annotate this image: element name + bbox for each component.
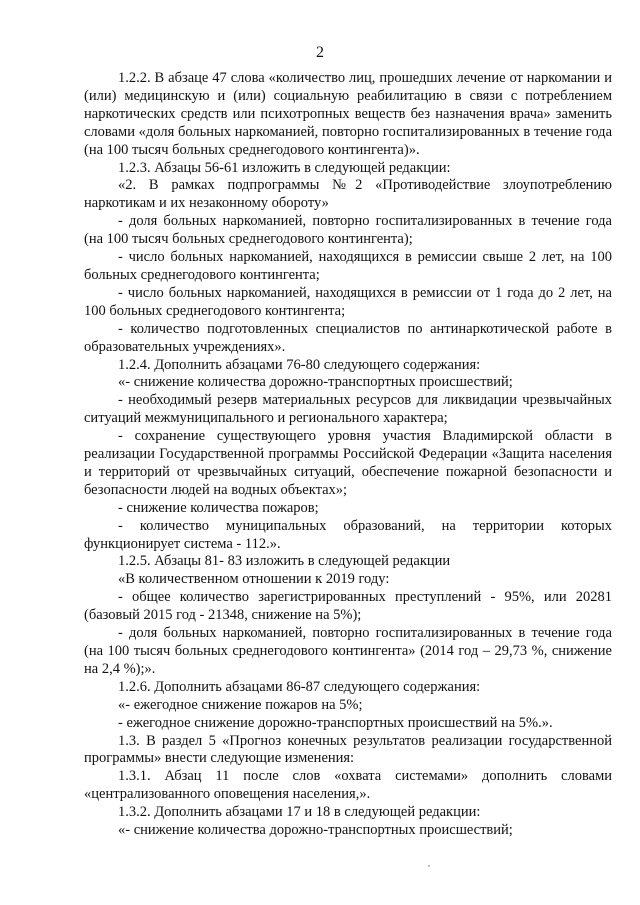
paragraph-1-2-3: 1.2.3. Абзацы 56-61 изложить в следующей редакции:: [118, 159, 451, 176]
list-item: - ежегодное снижение дорожно-транспортных происшествий на 5%.».: [118, 714, 553, 731]
paragraph-1-3-2: 1.3.2. Дополнить абзацами 17 и 18 в следующей редакции:: [118, 804, 481, 821]
list-item: - количество муниципальных образований, на территории которых функционирует система - 112.».: [84, 517, 612, 552]
paragraph-quantitative: «В количественном отношении к 2019 году:: [118, 571, 390, 588]
document-body: [84, 70, 612, 840]
list-item: - снижение количества пожаров;: [118, 499, 319, 516]
scan-mark: ,: [428, 859, 430, 868]
list-item: - количество подготовленных специалистов по антинаркотической работе в образовательных учреждениях».: [84, 320, 612, 355]
paragraph-1-2-4: 1.2.4. Дополнить абзацами 76-80 следующего содержания:: [118, 356, 481, 373]
list-item: «- снижение количества дорожно-транспортных происшествий;: [118, 374, 513, 391]
list-item: - доля больных наркоманией, повторно госпитализированных в течение года (на 100 тысяч больных среднегодового контингента» (2014 год – 29,73 %, снижение на 2,4 %);».: [84, 625, 612, 677]
paragraph-subprogram-2: «2. В рамках подпрограммы №2 «Противодействие злоупотреблению наркотикам и их незаконному обороту»: [84, 177, 612, 212]
paragraph-1-2-2: 1.2.2. В абзаце 47 слова «количество лиц, прошедших лечение от наркомании и (или) медицинскую и (или) социальную реабилитацию в связи с потреблением наркотических средств или психотропных веществ без назначения врача» заменить словами «доля больных наркоманией, повторно госпитализированных в течение года (на 100 тысяч больных среднегодового контингента)».: [84, 70, 612, 158]
list-item: «- ежегодное снижение пожаров на 5%;: [118, 696, 363, 713]
list-item: - доля больных наркоманией, повторно госпитализированных в течение года (на 100 тысяч больных среднегодового контингента);: [84, 213, 612, 248]
list-item: - сохранение существующего уровня участия Владимирской области в реализации Государственной программы Российской Федерации «Защита населения и территорий от чрезвычайных ситуаций, обеспечение пожарной безопасности и безопасности людей на водных объектах»;: [84, 428, 612, 498]
page-number: 2: [316, 44, 324, 61]
list-item: - необходимый резерв материальных ресурсов для ликвидации чрезвычайных ситуаций межмуниципального и регионального характера;: [84, 392, 612, 427]
paragraph-1-3-1: 1.3.1. Абзац 11 после слов «охвата системами» дополнить словами «централизованного оповещения населения,».: [84, 768, 612, 803]
list-item: - общее количество зарегистрированных преступлений - 95%, или 20281 (базовый 2015 год - 21348, снижение на 5%);: [84, 589, 612, 624]
list-item: «- снижение количества дорожно-транспортных происшествий;: [118, 822, 513, 839]
paragraph-1-2-6: 1.2.6. Дополнить абзацами 86-87 следующего содержания:: [118, 678, 481, 695]
paragraph-1-3: 1.3. В раздел 5 «Прогноз конечных результатов реализации государственной программы» внести следующие изменения:: [84, 732, 612, 767]
paragraph-1-2-5: 1.2.5. Абзацы 81- 83 изложить в следующей редакции: [118, 553, 451, 570]
list-item: - число больных наркоманией, находящихся в ремиссии от 1 года до 2 лет, на 100 больных среднегодового контингента;: [84, 284, 612, 319]
list-item: - число больных наркоманией, находящихся в ремиссии свыше 2 лет, на 100 больных среднегодового контингента;: [84, 249, 612, 283]
